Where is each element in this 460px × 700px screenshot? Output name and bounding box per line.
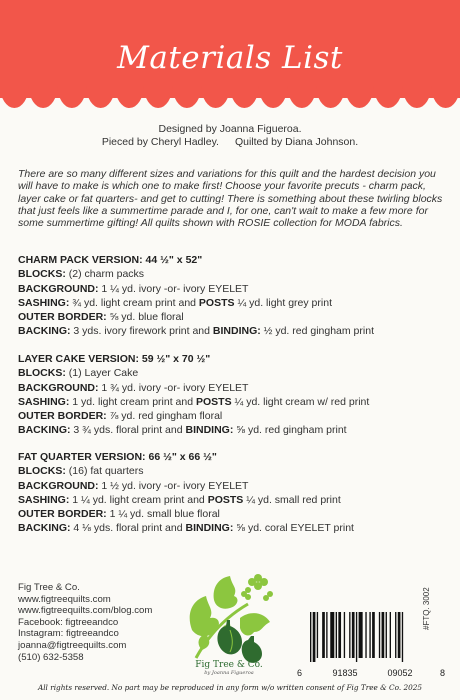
- scallop: [403, 86, 432, 108]
- barcode-bar: [359, 612, 363, 658]
- fat-quarter-section: [18, 450, 448, 536]
- barcode-bar: [336, 612, 337, 658]
- barcode-bar: [372, 612, 375, 658]
- scallop: [144, 86, 173, 108]
- scallop: [374, 86, 403, 108]
- scallop: [86, 86, 115, 108]
- barcode-bar: [338, 612, 341, 658]
- barcode-digit-lead: 6: [297, 668, 303, 678]
- barcode-bar: [390, 612, 391, 658]
- scallop: [29, 86, 58, 108]
- piecing-quilting-credit: [0, 136, 460, 149]
- scallop: [115, 86, 144, 108]
- barcode-bar: [382, 612, 385, 658]
- product-sku: #FTQ. 3002: [422, 587, 431, 630]
- barcode-bar: [326, 612, 327, 658]
- backing-line: BACKING: 3 yds. ivory firework print and BINDING: ½ yd. red gingham print: [18, 325, 374, 338]
- barcode-bar: [379, 612, 380, 658]
- fig-tree-logo-icon: [178, 566, 280, 670]
- barcode-digits-left: 91835: [332, 668, 358, 678]
- background-line: BACKGROUND: 1 ¼ yd. ivory -or- ivory EYELET: [18, 282, 249, 295]
- facebook-handle: Facebook: figtreeandco: [18, 616, 119, 628]
- quilted-by: Quilted by Diana Johnson.: [234, 136, 359, 148]
- scallop: [0, 86, 29, 108]
- contact-info: [18, 582, 152, 663]
- designer-credit: Designed by Joanna Figueroa.: [158, 123, 302, 135]
- layer-cake-section: [18, 352, 448, 438]
- barcode-bar: [386, 612, 387, 658]
- instagram-handle: Instagram: figtreeandco: [18, 628, 119, 640]
- logo-wordmark: Fig Tree & Co.: [195, 660, 263, 670]
- sashing-line: SASHING: 1 ¼ yd. light cream print and POSTS ¼ yd. small red print: [18, 493, 341, 506]
- barcode-bar: [365, 612, 366, 658]
- outer-border-line: OUTER BORDER: 1 ¼ yd. small blue floral: [18, 508, 220, 521]
- barcode-bar: [344, 612, 345, 658]
- barcode-bar: [356, 612, 357, 662]
- barcode-bar: [313, 612, 316, 662]
- scallop: [316, 86, 345, 108]
- barcode: [310, 612, 438, 662]
- background-line: BACKGROUND: 1 ½ yd. ivory -or- ivory EYELET: [18, 479, 249, 492]
- blocks-line: BLOCKS: (1) Layer Cake: [18, 367, 139, 380]
- company-name: Fig Tree & Co.: [18, 582, 80, 593]
- scallop: [201, 86, 230, 108]
- credits: [0, 123, 460, 149]
- outer-border-line: OUTER BORDER: ⅞ yd. red gingham floral: [18, 410, 223, 423]
- email-address[interactable]: joanna@figtreequilts.com: [18, 639, 127, 651]
- website-link[interactable]: www.figtreequilts.com: [18, 593, 111, 605]
- charm-pack-section: [18, 253, 448, 339]
- barcode-bar: [352, 612, 355, 658]
- intro-paragraph: There are so many different sizes and variations for this quilt and the hardest decision you will have to make is which one to make first! Choose your favorite precuts - charm pack, layer cake or fat quarters- and get to cutting! There is something about these twirling blocks that just feels like a summertime parade and I, for one, can't wait to make a few more for some summertime gifting! All quilts shown with ROSIE collection for MODA fabrics.: [18, 168, 443, 230]
- scallop: [173, 86, 202, 108]
- scallop: [230, 86, 259, 108]
- barcode-bar: [330, 612, 334, 658]
- section-title: FAT QUARTER VERSION: 66 ½" x 66 ½": [18, 451, 217, 463]
- backing-line: BACKING: 4 ⅛ yds. floral print and BINDING: ⅝ yd. coral EYELET print: [18, 522, 354, 535]
- barcode-bar: [322, 612, 325, 658]
- phone-number: (510) 632-5358: [18, 651, 84, 663]
- background-line: BACKGROUND: 1 ¾ yd. ivory -or- ivory EYELET: [18, 381, 249, 394]
- sashing-line: SASHING: 1 yd. light cream print and POSTS ¼ yd. light cream w/ red print: [18, 395, 370, 408]
- barcode-bar: [398, 612, 401, 658]
- logo-subtitle: by Joanna Figueroa: [204, 670, 254, 676]
- barcode-bar: [317, 612, 318, 658]
- scallop: [288, 86, 317, 108]
- scallop: [259, 86, 288, 108]
- scallop: [431, 86, 460, 108]
- barcode-bar: [310, 612, 311, 662]
- section-title: LAYER CAKE VERSION: 59 ½" x 70 ½": [18, 353, 211, 365]
- backing-line: BACKING: 3 ¾ yds. floral print and BINDING: ⅝ yd. red gingham print: [18, 424, 347, 437]
- page-title: Materials List: [117, 40, 343, 76]
- barcode-digits-right: 09052: [387, 668, 413, 678]
- barcode-bar: [402, 612, 403, 662]
- scallop: [345, 86, 374, 108]
- outer-border-line: OUTER BORDER: ⅝ yd. blue floral: [18, 311, 184, 324]
- pieced-by: Pieced by Cheryl Hadley.: [101, 136, 219, 148]
- barcode-digit-check: 8: [440, 668, 446, 678]
- copyright-footer: All rights reserved. No part may be reproduced in any form w/o written consent of Fig Tree & Co. 2025: [37, 683, 423, 692]
- blocks-line: BLOCKS: (2) charm packs: [18, 268, 145, 281]
- barcode-bar: [395, 612, 396, 658]
- barcode-bar: [369, 612, 370, 658]
- sashing-line: SASHING: ¾ yd. light cream print and POSTS ¼ yd. light grey print: [18, 296, 332, 309]
- scallop-border: [0, 86, 460, 116]
- blocks-line: BLOCKS: (16) fat quarters: [18, 465, 144, 478]
- scallop: [58, 86, 87, 108]
- blog-link[interactable]: www.figtreequilts.com/blog.com: [18, 605, 153, 617]
- barcode-bar: [349, 612, 350, 658]
- section-title: CHARM PACK VERSION: 44 ½" x 52": [18, 254, 203, 266]
